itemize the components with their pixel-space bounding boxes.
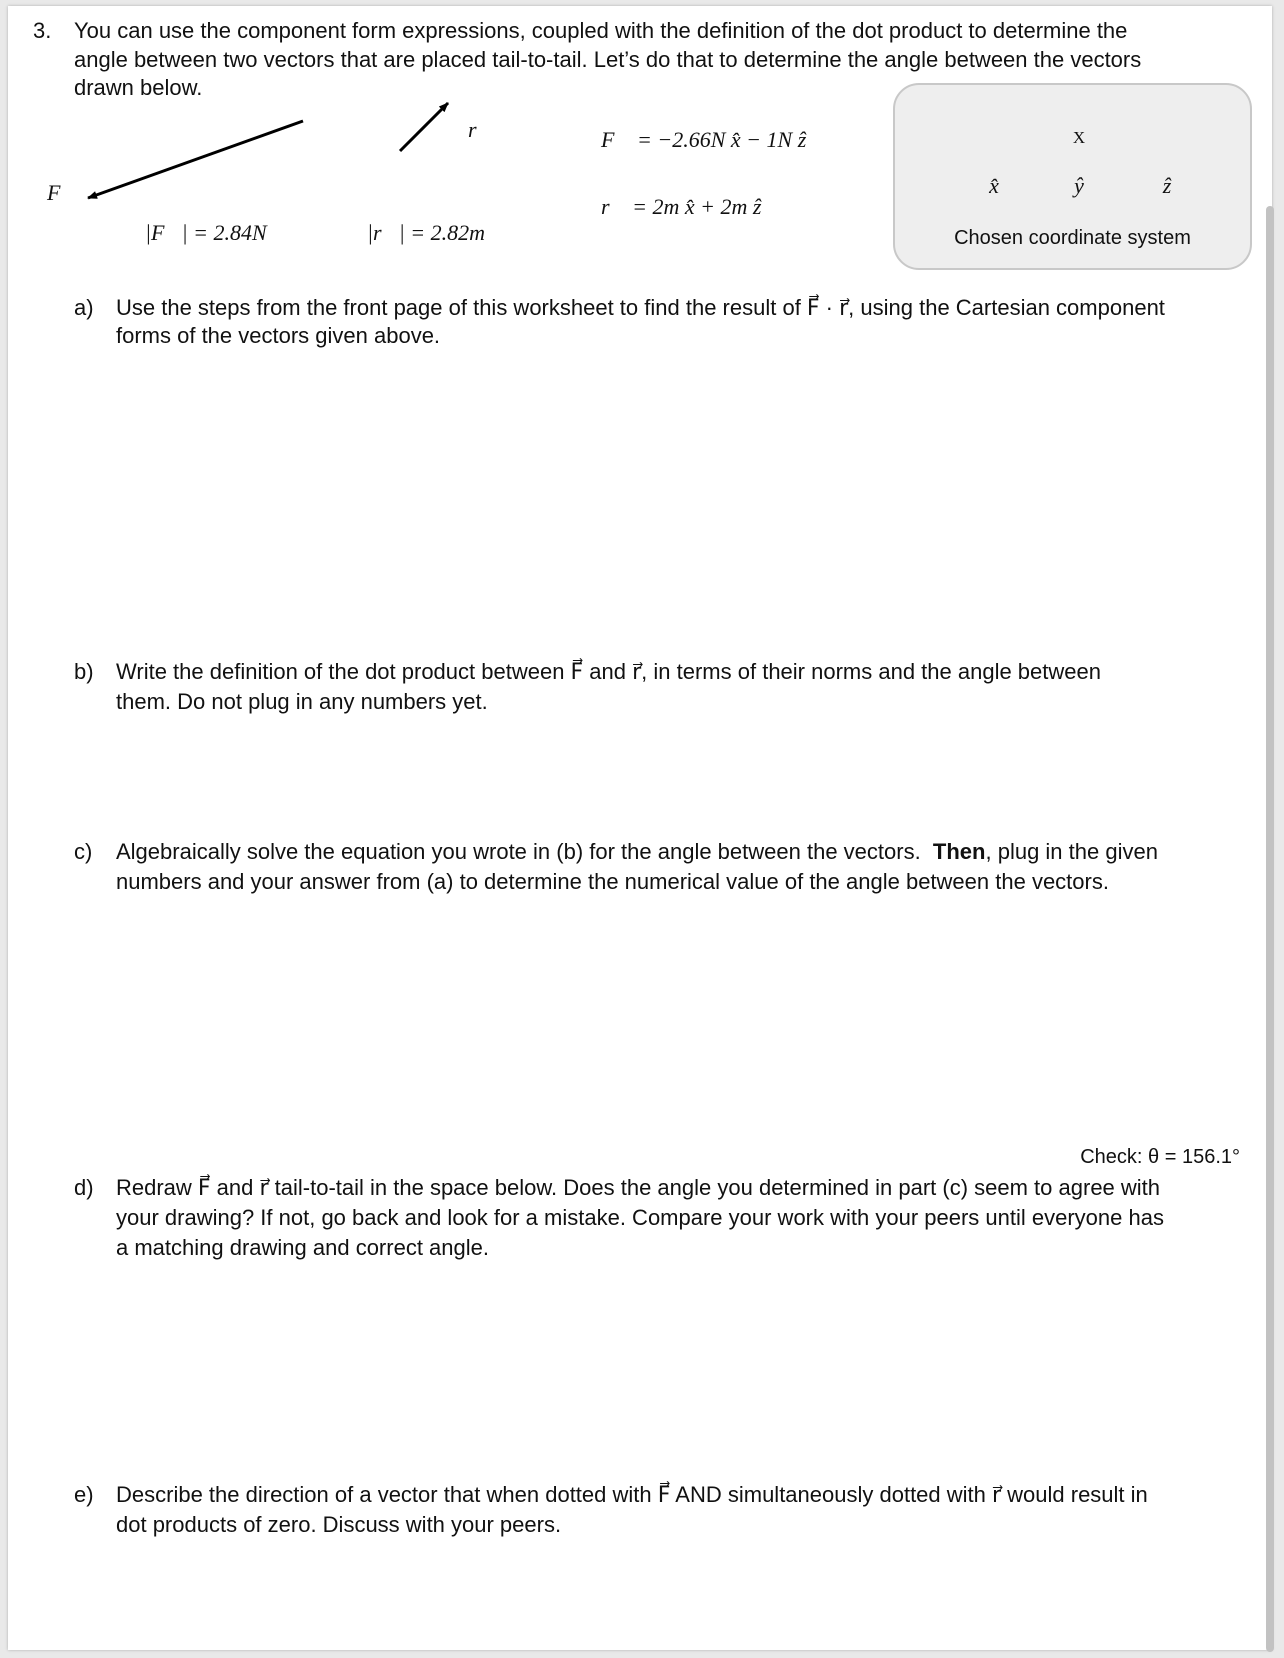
part-c-letter: c) (74, 839, 93, 864)
part-a-line-1: Use the steps from the front page of this worksheet to find the result of F⃗ · r⃗, using the Cartesian component (116, 295, 1165, 320)
z-hat-label: ẑ (1162, 173, 1172, 198)
r-magnitude: |r⃗| = 2.82m (367, 220, 486, 245)
coordinate-system-box (893, 83, 1252, 270)
part-d-line-1: Redraw F⃗ and r⃗ tail-to-tail in the space below. Does the angle you determined in part (c) seem to agree with (116, 1175, 1161, 1200)
part-a-line-2: forms of the vectors given above. (116, 323, 441, 348)
r-vector-label: r⃗ (468, 117, 494, 142)
check-answer: Check: θ = 156.1° (1080, 1146, 1240, 1168)
question-number: 3. (33, 18, 52, 43)
part-c-bold-then: Then (932, 839, 986, 864)
part-b-line-2: them. Do not plug in any numbers yet. (116, 689, 488, 714)
into-page-symbol: X (1072, 128, 1086, 147)
r-vector-arrow (400, 103, 448, 151)
f-vector-arrow (88, 121, 303, 198)
part-c-line-1 (116, 837, 1158, 867)
f-vector-label: F⃗ (47, 180, 78, 205)
part-d-line-3: a matching drawing and correct angle. (116, 1235, 489, 1260)
f-component-form: F⃗ = −2.66N x̂ − 1N ẑ (601, 127, 807, 152)
part-a-letter: a) (74, 295, 94, 320)
part-b-letter: b) (74, 659, 94, 684)
part-d-line-2: your drawing? If not, go back and look for a mistake. Compare your work with your peers until everyone has (116, 1205, 1164, 1230)
part-e-line-2: dot products of zero. Discuss with your peers. (116, 1512, 562, 1537)
x-hat-label: x̂ (989, 173, 999, 198)
part-e-letter: e) (74, 1482, 94, 1507)
r-component-form: r⃗ = 2m x̂ + 2m ẑ (601, 194, 762, 219)
question-text-line-3: drawn below. (74, 75, 203, 100)
f-magnitude: |F⃗| = 2.84N (145, 220, 267, 245)
y-hat-label: ŷ (1074, 173, 1084, 198)
part-c-line-1-post: , plug in the given (985, 839, 1158, 864)
part-b-line-1: Write the definition of the dot product between F⃗ and r⃗, in terms of their norms and the angle between (116, 659, 1101, 684)
question-text-line-2: angle between two vectors that are placed tail-to-tail. Let’s do that to determine the angle between the vectors (74, 47, 1142, 72)
question-text-line-1: You can use the component form expressions, coupled with the definition of the dot product to determine the (74, 18, 1128, 43)
part-c-line-2: numbers and your answer from (a) to determine the numerical value of the angle between the vectors. (116, 869, 1109, 894)
part-d-letter: d) (74, 1175, 94, 1200)
part-c-line-1-pre: Algebraically solve the equation you wrote in (b) for the angle between the vectors. (116, 839, 921, 864)
coordinate-system-caption: Chosen coordinate system (954, 227, 1191, 249)
part-e-line-1: Describe the direction of a vector that when dotted with F⃗ AND simultaneously dotted with r⃗ would result in (116, 1482, 1148, 1507)
